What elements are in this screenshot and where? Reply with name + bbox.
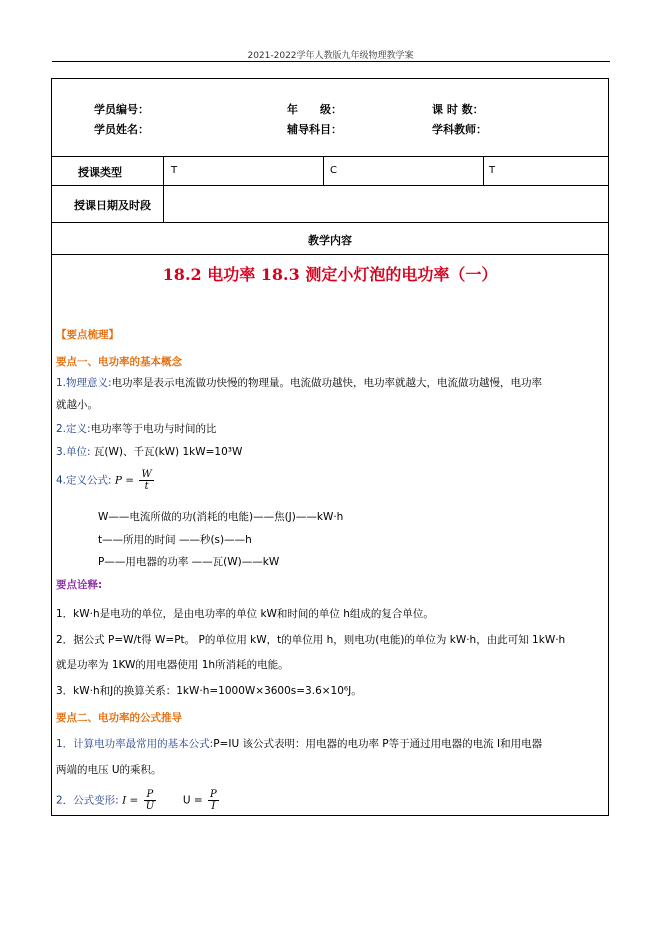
lesson-title: 18.2 电功率 18.3 测定小灯泡的电功率（一） xyxy=(162,265,498,284)
formula-i-denominator: U xyxy=(145,801,155,812)
teacher-label: 学科教师： xyxy=(432,123,487,136)
formula-i-numerator: P xyxy=(144,789,156,801)
item-label: 1．计算电功率最常用的基本公式: xyxy=(56,738,214,750)
item-text: 瓦(W)、千瓦(kW) 1kW=10³W xyxy=(93,446,243,458)
formula-numerator: W xyxy=(141,469,152,480)
note-1: 1．kW·h是电功的单位，是由电功率的单位 kW和时间的单位 h组成的复合单位。 xyxy=(56,608,434,620)
divider xyxy=(483,157,484,185)
item-text: 电功率是表示电流做功快慢的物理量。电流做功越快，电功率就越大，电流做功越慢，电功率 xyxy=(111,377,543,389)
notes-heading: 要点诠释: xyxy=(56,579,103,591)
note-3: 3．kW·h和J的换算关系：1kW·h=1000W×3600s=3.6×10⁶J。 xyxy=(56,685,362,697)
course-type-c3: T xyxy=(489,165,496,176)
course-type-c2: C xyxy=(330,165,337,176)
formula-u-numerator: P xyxy=(210,789,217,800)
point1-item2 xyxy=(56,421,217,436)
tutor-subject-label: 辅导科目： xyxy=(287,123,342,136)
formula-denominator: t xyxy=(144,481,149,492)
header-rule xyxy=(52,61,610,62)
formula-i: I = xyxy=(122,794,139,807)
point2-heading: 要点二、电功率的公式推导 xyxy=(56,712,182,724)
student-id-label: 学员编号： xyxy=(94,103,149,116)
note-2: 2．据公式 P=W/t得 W=Pt。 P的单位用 kW，t的单位用 h，则电功(电能)的单位为 kW·h，由此可知 1kW·h xyxy=(56,634,566,646)
formula-p: P = xyxy=(114,474,135,487)
lesson-sheet xyxy=(51,78,609,816)
divider xyxy=(323,157,324,185)
course-type-row xyxy=(52,157,608,186)
point1-item4 xyxy=(56,469,156,492)
student-name-label: 学员姓名： xyxy=(94,123,149,136)
point2-item1 xyxy=(56,736,542,751)
page-header: 2021-2022学年人教版九年级物理教学案 xyxy=(247,51,414,61)
content-header-row xyxy=(52,223,608,255)
item-label: 2.定义: xyxy=(56,423,91,435)
content-header: 教学内容 xyxy=(308,234,352,247)
note-2-cont: 就是功率为 1KW的用电器使用 1h所消耗的电能。 xyxy=(56,659,289,671)
lesson-count-label: 课 时 数： xyxy=(432,103,484,116)
date-row xyxy=(52,186,608,223)
item-label: 2．公式变形: xyxy=(56,794,119,807)
item-label: 4.定义公式: xyxy=(56,474,112,487)
point2-item1-cont: 两端的电压 U的乘积。 xyxy=(56,764,162,776)
date-label: 授课日期及时段 xyxy=(74,199,151,212)
course-type-c1: T xyxy=(171,165,178,176)
formula-u: U = xyxy=(182,794,203,807)
point1-item3 xyxy=(56,444,242,459)
course-type-label: 授课类型 xyxy=(78,166,122,179)
item-label: 3.单位: xyxy=(56,446,91,458)
grade-label: 年 级： xyxy=(287,103,342,116)
point1-item1-cont: 就越小。 xyxy=(56,399,98,411)
point1-heading: 要点一、电功率的基本概念 xyxy=(56,356,182,368)
point2-item2 xyxy=(56,789,221,812)
student-info-block xyxy=(52,79,608,157)
divider xyxy=(163,157,164,185)
item-label: 1.物理意义: xyxy=(56,377,112,389)
definition-t: t——所用的时间 ——秒(s)——h xyxy=(98,534,252,546)
formula-fraction xyxy=(139,469,153,492)
item-text: P=IU 该公式表明：用电器的电功率 P等于通过用电器的电流 I和用电器 xyxy=(213,738,543,750)
divider xyxy=(163,186,164,222)
item-text: 电功率等于电功与时间的比 xyxy=(90,423,217,435)
definition-w: W——电流所做的功(消耗的电能)——焦(J)——kW·h xyxy=(98,511,344,523)
formula-i-fraction xyxy=(144,789,156,812)
formula-u-fraction xyxy=(208,789,219,812)
definition-p: P——用电器的功率 ——瓦(W)——kW xyxy=(98,556,280,568)
section-points: 【要点梳理】 xyxy=(56,329,119,341)
point1-item1 xyxy=(56,375,542,390)
formula-u-denominator: I xyxy=(211,801,216,812)
